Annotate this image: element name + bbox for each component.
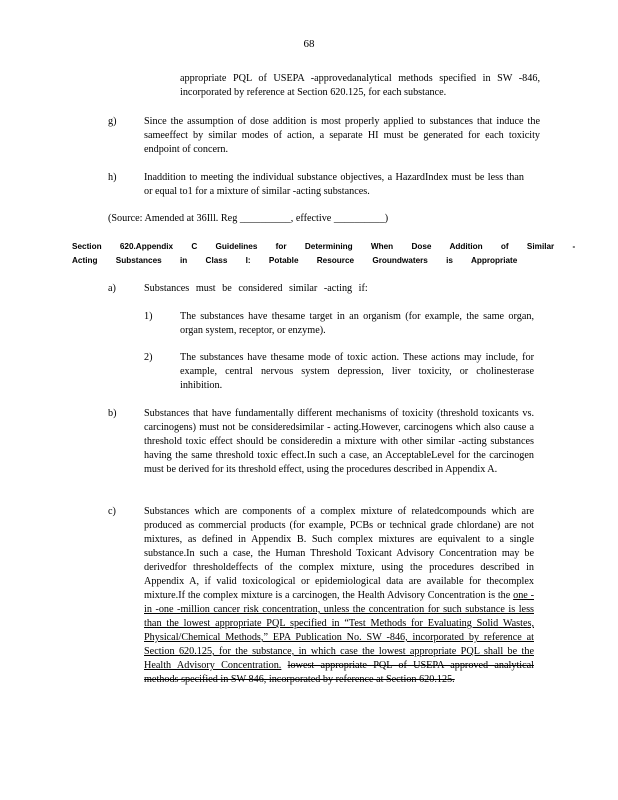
item-b-label: b) (108, 408, 117, 419)
item-c-deleted-text: lowest appropriate PQL of USEPA approved analytical methods specified in SW 846, incorporated by reference at Section 620.125. (144, 660, 535, 685)
item-b-text: Substances that have fundamentally different mechanisms of toxicity (threshold toxicants vs. carcinogens) must not be consideredsimilar - acting.However, carcinogens which also cause a threshold toxic effect should be consideredin a mixture with other similar -acting substances having the same threshold toxic effect.In such a case, an AcceptableLevel for the carcinogen must be derived for its threshold effect, using the procedures described in Appendix A. (144, 408, 534, 475)
item-c-inserted-text: one -in -one -million cancer risk concentration, unless the concentration for such substance is less than the lowest appropriate PQL specified in “Test Methods for Evaluating Solid Wastes, Physical/Chemical Methods,” EPA Publication No. SW -846, incorporated by reference at Section 620.125, for the substance, in which case the lowest appropriate PQL shall be the Health Advisory Concentration. (144, 590, 534, 671)
item-h-label: h) (108, 172, 117, 183)
section-heading (72, 240, 576, 268)
item-a-sub1-label: 1) (144, 311, 153, 322)
item-c-label: c) (108, 506, 116, 517)
section-heading-line-2: Acting Substances in Class I: Potable Resource Groundwaters is Appropriate (72, 256, 518, 265)
page-number: 68 (303, 38, 315, 50)
item-g-label: g) (108, 116, 117, 127)
item-h-text: Inaddition to meeting the individual substance objectives, a HazardIndex must be less than or equal to1 for a mixture of similar -acting substances. (144, 172, 524, 197)
item-c-plain-text: Substances which are components of a complex mixture of relatedcompounds which are produced as commercial products (for example, PCBs or technical grade chlordane) are not mixtures, as defined in Appendix B. Such complex mixtures are equivalent to a single substance.In such a case, the Human Threshold Toxicant Advisory Concentration may be derivedfor thresholdeffects of the complex mixture, using the procedures described in Appendix A, if valid toxicological or epidemiological data are available for thecomplex mixture.If the complex mixture is a carcinogen, the Health Advisory Concentration is the (144, 506, 534, 601)
section-heading-line-1: Section 620.Appendix C Guidelines for Determining When Dose Addition of Similar - (72, 242, 576, 251)
intro-paragraph: appropriate PQL of USEPA -approvedanalytical methods specified in SW -846, incorporated by reference at Section 620.125, for each substance. (180, 73, 540, 98)
item-g-text: Since the assumption of dose addition is most properly applied to substances that induce the sameeffect by similar modes of action, a separate HI must be generated for each toxicity endpoint of concern. (144, 116, 540, 155)
item-a-sub2-label: 2) (144, 352, 153, 363)
item-a-label: a) (108, 283, 116, 294)
item-a-sub2-text: The substances have thesame mode of toxic action. These actions may include, for example, central nervous system depression, liver toxicity, or cholinesterase inhibition. (180, 352, 534, 391)
item-c-text (144, 505, 534, 687)
item-a-text: Substances must be considered similar -acting if: (144, 283, 368, 294)
source-note: (Source: Amended at 36Ill. Reg __________, effective __________) (108, 213, 389, 224)
item-a-sub1-text: The substances have thesame target in an organism (for example, the same organ, organ system, receptor, or enzyme). (180, 311, 534, 336)
